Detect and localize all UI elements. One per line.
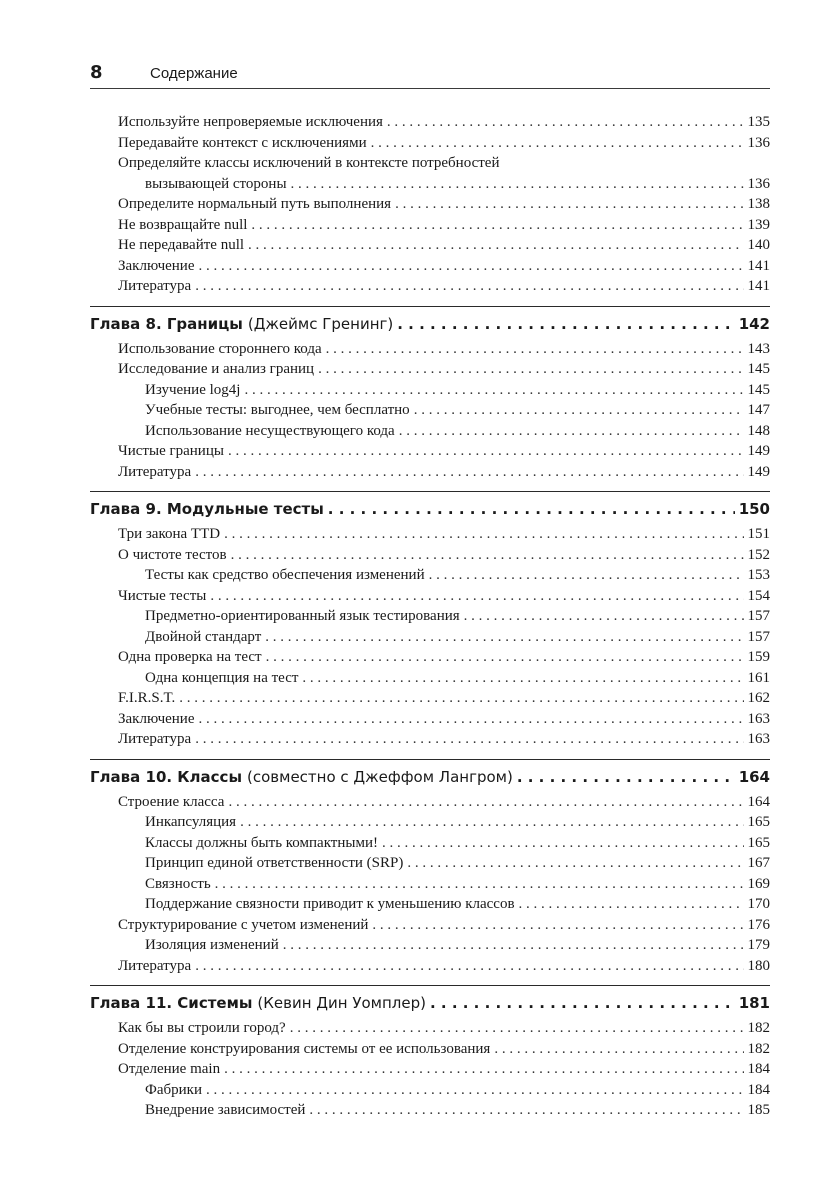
- dot-leader: [309, 1100, 743, 1121]
- toc-entry-page: 167: [747, 855, 770, 871]
- toc-entry-title: Использование несуществующего кода: [145, 422, 395, 439]
- toc-entry-title: Не передавайте null: [118, 237, 245, 253]
- toc-entry-title: Литература: [118, 463, 192, 480]
- toc-entry[interactable]: [90, 545, 770, 566]
- toc-entry-title: Заключение: [118, 710, 195, 727]
- dot-leader: [414, 400, 744, 421]
- toc-entry-title: Одна концепция на тест: [145, 669, 299, 686]
- dot-leader: [318, 359, 743, 380]
- toc-entry[interactable]: [90, 1018, 770, 1039]
- toc-entry-title: Инкапсуляция: [145, 814, 237, 830]
- dot-leader: [407, 853, 743, 874]
- dot-leader: [291, 174, 744, 195]
- chapter-heading-11[interactable]: [90, 985, 770, 1014]
- dot-leader: [195, 462, 743, 483]
- toc-entry-page: 170: [747, 896, 770, 912]
- toc-entry-title: Изоляция изменений: [145, 937, 279, 953]
- toc-entry[interactable]: [90, 792, 770, 813]
- chapter-title: Глава 10. Классы: [90, 767, 243, 786]
- toc-entry-page: 138: [747, 196, 770, 212]
- toc-subentry[interactable]: [90, 833, 770, 854]
- toc-entry-title: О чистоте тестов: [118, 546, 227, 563]
- toc-subentry[interactable]: [90, 935, 770, 956]
- toc-entry-page: 185: [747, 1102, 770, 1118]
- toc-entry-title: Заключение: [118, 257, 195, 274]
- toc-entry-page: 169: [747, 875, 770, 892]
- toc-entry-page: 141: [747, 257, 770, 274]
- toc-entry-page: 145: [747, 361, 770, 377]
- toc-entry-title: Литература: [118, 957, 192, 974]
- chapter-heading-8[interactable]: [90, 306, 770, 335]
- chapter-page: 142: [738, 314, 770, 333]
- toc-entry-page: 149: [747, 463, 770, 480]
- toc-entry-page: 141: [747, 278, 770, 294]
- toc-subentry[interactable]: [90, 1100, 770, 1121]
- toc-entry[interactable]: [90, 276, 770, 297]
- toc-subentry[interactable]: [90, 812, 770, 833]
- toc-entry[interactable]: [90, 194, 770, 215]
- page-header: [90, 60, 770, 89]
- page-number: 8: [90, 62, 103, 83]
- toc-entry[interactable]: [90, 915, 770, 936]
- toc-entry-page: 152: [747, 546, 770, 563]
- dot-leader: [210, 586, 743, 607]
- dot-leader: [519, 894, 744, 915]
- dot-leader: [395, 194, 743, 215]
- toc-entry-page: 161: [747, 669, 770, 686]
- dot-leader: [371, 133, 744, 154]
- toc-entry[interactable]: [90, 215, 770, 236]
- chapter-page: 150: [738, 500, 770, 518]
- dot-leader: [290, 1018, 744, 1039]
- table-of-contents: [90, 112, 770, 1121]
- chapter-author: (Джеймс Гренинг): [247, 314, 394, 333]
- toc-entry-title: Внедрение зависимостей: [145, 1102, 306, 1118]
- dot-leader: [199, 256, 744, 277]
- toc-entry-continuation[interactable]: [90, 174, 770, 195]
- toc-entry-page: 164: [747, 793, 770, 810]
- toc-entry-page: 147: [747, 402, 770, 418]
- dot-leader: [464, 606, 744, 627]
- dot-leader: [283, 935, 744, 956]
- toc-entry-page: 135: [747, 114, 770, 130]
- toc-entry-title: Используйте непроверяемые исключения: [118, 114, 383, 130]
- toc-entry[interactable]: [90, 112, 770, 133]
- dot-leader: [266, 647, 744, 668]
- toc-entry-title: Предметно-ориентированный язык тестирования: [145, 608, 460, 624]
- toc-entry-page: 163: [747, 710, 770, 727]
- toc-entry-page: 136: [747, 175, 770, 192]
- toc-subentry[interactable]: [90, 606, 770, 627]
- toc-entry-page: 165: [747, 814, 770, 830]
- toc-entry-page: 148: [747, 422, 770, 439]
- dot-leader: [326, 339, 744, 360]
- dot-leader: [215, 874, 744, 895]
- chapter-author: (Кевин Дин Уомплер): [257, 994, 426, 1012]
- dot-leader: [397, 313, 734, 335]
- toc-entry-page: 180: [747, 957, 770, 974]
- toc-entry-page: 159: [747, 649, 770, 665]
- toc-entry[interactable]: [90, 153, 770, 174]
- toc-entry-page: 157: [747, 608, 770, 624]
- toc-subentry[interactable]: [90, 853, 770, 874]
- toc-entry[interactable]: [90, 462, 770, 483]
- dot-leader: [265, 627, 743, 648]
- toc-entry[interactable]: [90, 524, 770, 545]
- chapter-title: Глава 8. Границы: [90, 314, 243, 333]
- chapter-title: Глава 11. Системы: [90, 994, 253, 1012]
- toc-entry[interactable]: [90, 441, 770, 462]
- toc-entry-title: Связность: [145, 875, 211, 892]
- dot-leader: [251, 215, 743, 236]
- toc-entry-page: 151: [747, 526, 770, 542]
- toc-entry[interactable]: [90, 729, 770, 750]
- toc-entry-title: Изучение log4j: [145, 381, 241, 398]
- chapter-author: (совместно с Джеффом Лангром): [247, 767, 513, 786]
- dot-leader: [387, 112, 744, 133]
- chapter-page: 164: [738, 767, 770, 786]
- toc-entry-title: Двойной стандарт: [145, 628, 262, 645]
- toc-subentry[interactable]: [90, 627, 770, 648]
- toc-entry-page: 153: [747, 567, 770, 583]
- dot-leader: [244, 380, 743, 401]
- dot-leader: [231, 545, 744, 566]
- toc-entry-page: 163: [747, 731, 770, 747]
- dot-leader: [517, 766, 735, 788]
- toc-entry-title: Строение класса: [118, 793, 225, 810]
- toc-entry-page: 149: [747, 443, 770, 459]
- toc-entry-page: 140: [747, 237, 770, 253]
- toc-entry-title: Не возвращайте null: [118, 216, 248, 233]
- toc-subentry[interactable]: [90, 1080, 770, 1101]
- dot-leader: [228, 792, 743, 813]
- toc-entry-title: Классы должны быть компактными!: [145, 834, 378, 851]
- toc-entry[interactable]: [90, 339, 770, 360]
- toc-entry-title: Чистые границы: [118, 443, 224, 459]
- dot-leader: [372, 915, 743, 936]
- toc-entry[interactable]: [90, 956, 770, 977]
- toc-entry[interactable]: [90, 256, 770, 277]
- toc-entry[interactable]: [90, 586, 770, 607]
- dot-leader: [224, 1059, 743, 1080]
- dot-leader: [195, 729, 743, 750]
- dot-leader: [328, 498, 735, 520]
- toc-entry-page: 165: [747, 834, 770, 851]
- toc-entry[interactable]: [90, 688, 770, 709]
- toc-entry-title: Структурирование с учетом изменений: [118, 916, 369, 933]
- toc-entry-title: Отделение main: [118, 1061, 221, 1077]
- toc-entry-title: F.I.R.S.T.: [118, 690, 176, 706]
- toc-entry-title: Литература: [118, 731, 192, 747]
- chapter-heading-9[interactable]: [90, 491, 770, 520]
- toc-entry[interactable]: [90, 235, 770, 256]
- toc-entry-title: Принцип единой ответственности (SRP): [145, 855, 404, 871]
- dot-leader: [228, 441, 744, 462]
- toc-entry-page: 143: [747, 340, 770, 357]
- dot-leader: [195, 956, 743, 977]
- chapter-heading-10[interactable]: [90, 759, 770, 788]
- toc-subentry[interactable]: [90, 874, 770, 895]
- toc-entry-title: Определяйте классы исключений в контексте потребностей: [118, 155, 500, 171]
- running-title: Содержание: [150, 65, 238, 82]
- toc-subentry[interactable]: [90, 668, 770, 689]
- toc-entry-title: Исследование и анализ границ: [118, 361, 315, 377]
- toc-entry-page: 179: [747, 937, 770, 953]
- dot-leader: [206, 1080, 744, 1101]
- toc-subentry[interactable]: [90, 565, 770, 586]
- toc-entry-page: 184: [747, 1061, 770, 1077]
- dot-leader: [248, 235, 743, 256]
- toc-entry-title: Передавайте контекст с исключениями: [118, 134, 367, 151]
- toc-subentry[interactable]: [90, 400, 770, 421]
- toc-entry-title-continued: вызывающей стороны: [145, 175, 287, 192]
- toc-entry[interactable]: [90, 1039, 770, 1060]
- toc-entry-title: Определите нормальный путь выполнения: [118, 196, 392, 212]
- dot-leader: [224, 524, 743, 545]
- toc-entry[interactable]: [90, 359, 770, 380]
- toc-entry-page: 157: [747, 628, 770, 645]
- toc-entry-title: Как бы вы строили город?: [118, 1020, 286, 1036]
- dot-leader: [302, 668, 743, 689]
- toc-entry-title: Поддержание связности приводит к уменьшению классов: [145, 896, 515, 912]
- toc-subentry[interactable]: [90, 380, 770, 401]
- dot-leader: [199, 709, 744, 730]
- toc-entry[interactable]: [90, 1059, 770, 1080]
- toc-entry-page: 139: [747, 216, 770, 233]
- dot-leader: [195, 276, 743, 297]
- toc-entry-title: Тесты как средство обеспечения изменений: [145, 567, 425, 583]
- chapter-title: Глава 9. Модульные тесты: [90, 500, 324, 518]
- toc-entry-title: Использование стороннего кода: [118, 340, 322, 357]
- toc-entry[interactable]: [90, 647, 770, 668]
- toc-entry-title: Фабрики: [145, 1081, 202, 1098]
- toc-entry[interactable]: [90, 709, 770, 730]
- dot-leader: [494, 1039, 743, 1060]
- dot-leader: [179, 688, 743, 709]
- toc-entry-title: Отделение конструирования системы от ее использования: [118, 1040, 491, 1057]
- chapter-page: 181: [738, 994, 770, 1012]
- toc-entry-page: 176: [747, 916, 770, 933]
- toc-entry-page: 162: [747, 690, 770, 706]
- toc-entry-page: 182: [747, 1020, 770, 1036]
- dot-leader: [382, 833, 744, 854]
- toc-entry-page: 145: [747, 381, 770, 398]
- toc-entry-page: 136: [747, 134, 770, 151]
- toc-subentry[interactable]: [90, 894, 770, 915]
- dot-leader: [240, 812, 743, 833]
- toc-entry-page: 154: [747, 587, 770, 604]
- toc-entry-page: 182: [747, 1040, 770, 1057]
- toc-subentry[interactable]: [90, 421, 770, 442]
- toc-entry-page: 184: [747, 1081, 770, 1098]
- dot-leader: [430, 992, 735, 1014]
- toc-entry-title: Три закона TTD: [118, 526, 221, 542]
- toc-entry-title: Одна проверка на тест: [118, 649, 262, 665]
- toc-entry-title: Учебные тесты: выгоднее, чем бесплатно: [145, 402, 410, 418]
- dot-leader: [429, 565, 744, 586]
- dot-leader: [399, 421, 744, 442]
- toc-entry-title: Литература: [118, 278, 192, 294]
- toc-entry-title: Чистые тесты: [118, 587, 207, 604]
- toc-entry[interactable]: [90, 133, 770, 154]
